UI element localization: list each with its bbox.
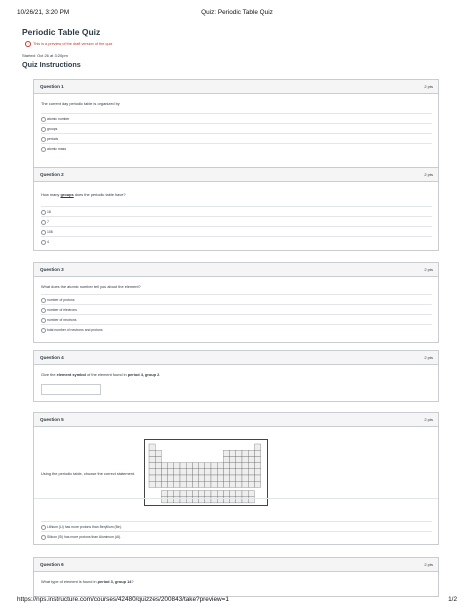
- question-header: [34, 80, 438, 94]
- radio-button[interactable]: [41, 220, 46, 225]
- question-text-bold: period 4, group 2: [127, 372, 160, 377]
- question-text-part: of the element found in: [85, 372, 128, 377]
- answer-label: atomic number: [47, 116, 70, 121]
- answer-label: 4: [47, 239, 49, 244]
- print-header: [17, 9, 457, 19]
- question-3: [33, 262, 439, 343]
- question-text-part: ?: [131, 579, 134, 584]
- answer-option[interactable]: [41, 531, 432, 542]
- answer-label: groups: [47, 126, 58, 131]
- radio-button[interactable]: [41, 147, 46, 152]
- answer-label: number of electrons: [47, 307, 77, 312]
- question-text: The current day periodic table is organized by: [41, 101, 120, 106]
- radio-button[interactable]: [41, 318, 46, 323]
- answer-label: Lithium (Li) has more protons than Beryllium (Be).: [47, 524, 122, 529]
- answer-label: number of neutrons: [47, 317, 77, 322]
- question-points: 2 pts: [424, 84, 433, 89]
- answer-label: atomic mass: [47, 146, 67, 151]
- question-header: [34, 558, 438, 572]
- question-header: [34, 351, 438, 365]
- answer-label: total number of neutrons and protons: [47, 327, 103, 332]
- answer-label: periods: [47, 136, 59, 141]
- print-title: Quiz: Periodic Table Quiz: [201, 9, 273, 16]
- print-footer: [17, 596, 457, 606]
- answer-option[interactable]: [41, 143, 432, 154]
- instructions-heading: Quiz Instructions: [22, 60, 81, 69]
- question-number: Question 5: [40, 417, 64, 422]
- question-text-bold: element symbol: [56, 372, 86, 377]
- question-text-part: What type of element is found in: [41, 579, 98, 584]
- question-text: Using the periodic table, choose the correct statement.: [41, 471, 136, 476]
- answer-label: 7: [47, 219, 49, 224]
- question-2: [33, 167, 439, 251]
- question-number: Question 3: [40, 267, 64, 272]
- radio-button[interactable]: [41, 137, 46, 142]
- answer-option[interactable]: [41, 324, 432, 335]
- print-url: https://nps.instructure.com/courses/42480/quizzes/200843/take?preview=1: [17, 596, 229, 603]
- answer-label: number of protons: [47, 297, 75, 302]
- print-datetime: 10/26/21, 3:20 PM: [17, 9, 70, 16]
- question-text: [41, 192, 126, 197]
- warning-icon: !: [25, 41, 31, 47]
- radio-button[interactable]: [41, 525, 46, 530]
- question-text-part: does the periodic table have?: [73, 192, 126, 197]
- answer-label: 108: [47, 229, 53, 234]
- question-points: 2 pts: [424, 417, 433, 422]
- radio-button[interactable]: [41, 117, 46, 122]
- question-text: What does the atomic number tell you about the element?: [41, 284, 141, 289]
- answer-option[interactable]: [41, 236, 432, 247]
- periodic-table-graphic: [145, 440, 267, 505]
- question-5: [33, 412, 439, 545]
- answer-label: Silicon (Si) has more protons than Aluminum (Al).: [47, 534, 122, 539]
- question-number: Question 6: [40, 562, 64, 567]
- draft-notice-text: This is a preview of the draft version of the quiz: [33, 42, 113, 46]
- question-points: 2 pts: [424, 267, 433, 272]
- question-header: [34, 168, 438, 182]
- question-text: [41, 372, 160, 377]
- question-header: [34, 413, 438, 427]
- question-6: [33, 557, 439, 597]
- question-number: Question 4: [40, 355, 64, 360]
- radio-button[interactable]: [41, 328, 46, 333]
- draft-notice: [25, 41, 112, 47]
- periodic-table-image: [144, 439, 268, 506]
- question-text-part: .: [159, 372, 161, 377]
- question-number: Question 1: [40, 84, 64, 89]
- answer-label: 18: [47, 209, 51, 214]
- question-text-bold: period 3, group 14: [97, 579, 132, 584]
- question-text: [41, 579, 134, 584]
- radio-button[interactable]: [41, 240, 46, 245]
- radio-button[interactable]: [41, 127, 46, 132]
- question-points: 2 pts: [424, 562, 433, 567]
- radio-button[interactable]: [41, 230, 46, 235]
- question-4: [33, 350, 439, 402]
- question-number: Question 2: [40, 172, 64, 177]
- radio-button[interactable]: [41, 210, 46, 215]
- question-points: 2 pts: [424, 355, 433, 360]
- radio-button[interactable]: [41, 535, 46, 540]
- page-title: Periodic Table Quiz: [22, 27, 101, 37]
- question-header: [34, 263, 438, 277]
- question-text-part: Give the: [41, 372, 57, 377]
- radio-button[interactable]: [41, 298, 46, 303]
- question-points: 2 pts: [424, 172, 433, 177]
- answer-input[interactable]: [41, 384, 101, 395]
- radio-button[interactable]: [41, 308, 46, 313]
- started-time: Started: Oct 26 at 3:20pm: [22, 53, 68, 58]
- question-text-part: How many: [41, 192, 61, 197]
- question-text-emphasis: groups: [60, 192, 74, 197]
- print-page-number: 1/2: [448, 596, 457, 603]
